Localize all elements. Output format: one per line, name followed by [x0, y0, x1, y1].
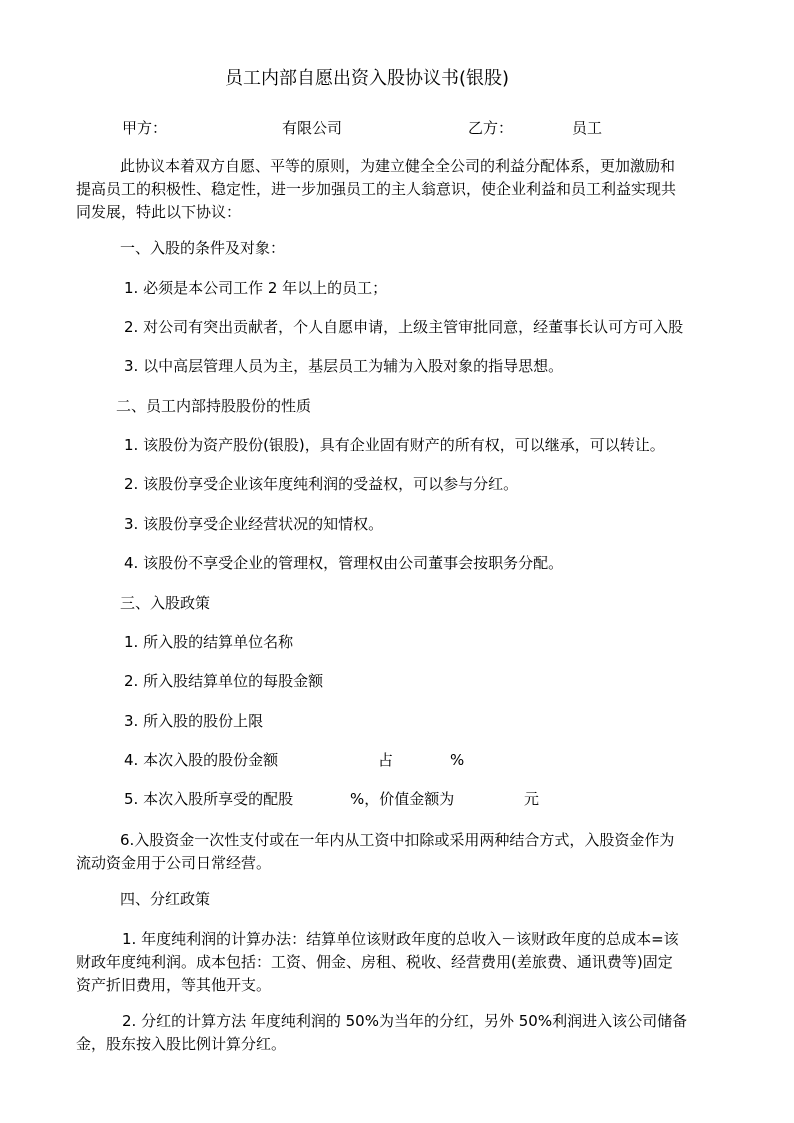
intro-line: 同发展，特此以下协议： [76, 203, 242, 221]
intro-paragraph [76, 155, 718, 224]
section-1-item-3: 3. 以中高层管理人员为主，基层员工为辅为入股对象的指导思想。 [124, 357, 564, 375]
item-1-line: 财政年度纯利润。成本包括：工资、佣金、房租、税收、经营费用(差旅费、通讯费等)固定 [76, 953, 673, 971]
section-2-item-2: 2. 该股份享受企业该年度纯利润的受益权，可以参与分红。 [124, 475, 519, 493]
section-1-item-1: 1. 必须是本公司工作 2 年以上的员工； [124, 279, 388, 297]
section-3-item-2: 2. 所入股结算单位的每股金额 [124, 672, 324, 690]
section-2-item-4: 4. 该股份不享受企业的管理权，管理权由公司董事会按职务分配。 [124, 554, 564, 572]
section-2-item-1: 1. 该股份为资产股份(银股)，具有企业固有财产的所有权，可以继承，可以转让。 [124, 436, 665, 454]
document-title: 员工内部自愿出资入股协议书(银股) [224, 68, 510, 89]
item-2-line: 金，股东按入股比例计算分红。 [76, 1035, 287, 1053]
section-3-item-4-percent: % [450, 751, 465, 769]
section-1-heading: 一、入股的条件及对象： [120, 239, 286, 257]
section-3-item-5: 5. 本次入股所享受的配股 [124, 790, 294, 808]
section-3-item-5-value: %，价值金额为 [350, 790, 455, 808]
party-a-label: 甲方： [122, 119, 168, 137]
section-4-item-2 [76, 1010, 718, 1056]
section-4-heading: 四、分红政策 [120, 890, 211, 908]
section-4-item-1 [76, 928, 718, 997]
parties-row [0, 117, 794, 140]
intro-line: 此协议本着双方自愿、平等的原则，为建立健全全公司的利益分配体系，更加激励和 [120, 157, 676, 175]
section-2-item-3: 3. 该股份享受企业经营状况的知情权。 [124, 515, 384, 533]
section-3-item-1: 1. 所入股的结算单位名称 [124, 633, 294, 651]
item-6-line: 流动资金用于公司日常经营。 [76, 854, 272, 872]
section-3-item-5-unit: 元 [524, 790, 540, 808]
party-b-label: 乙方： [468, 119, 514, 137]
section-3-item-4-share: 占 [378, 751, 394, 769]
intro-line: 提高员工的积极性、稳定性，进一步加强员工的主人翁意识，使企业利益和员工利益实现共 [76, 180, 677, 198]
section-1-item-2: 2. 对公司有突出贡献者，个人自愿申请，上级主管审批同意，经董事长认可方可入股 [124, 318, 684, 336]
item-1-line: 资产折旧费用，等其他开支。 [76, 976, 272, 994]
party-b-name: 员工 [572, 119, 603, 137]
item-6-line: 6.入股资金一次性支付或在一年内从工资中扣除或采用两种结合方式，入股资金作为 [120, 831, 675, 849]
section-3-item-6 [76, 829, 718, 875]
section-3-item-3: 3. 所入股的股份上限 [124, 712, 264, 730]
party-a-name: 有限公司 [282, 119, 343, 137]
item-1-line: 1. 年度纯利润的计算办法：结算单位该财政年度的总收入－该财政年度的总成本=该 [122, 930, 679, 948]
section-3-item-4: 4. 本次入股的股份金额 [124, 751, 279, 769]
section-2-heading: 二、员工内部持股股份的性质 [116, 397, 312, 415]
item-2-line: 2. 分红的计算方法 年度纯利润的 50%为当年的分红，另外 50%利润进入该公司储备 [122, 1012, 688, 1030]
section-3-heading: 三、入股政策 [120, 594, 211, 612]
